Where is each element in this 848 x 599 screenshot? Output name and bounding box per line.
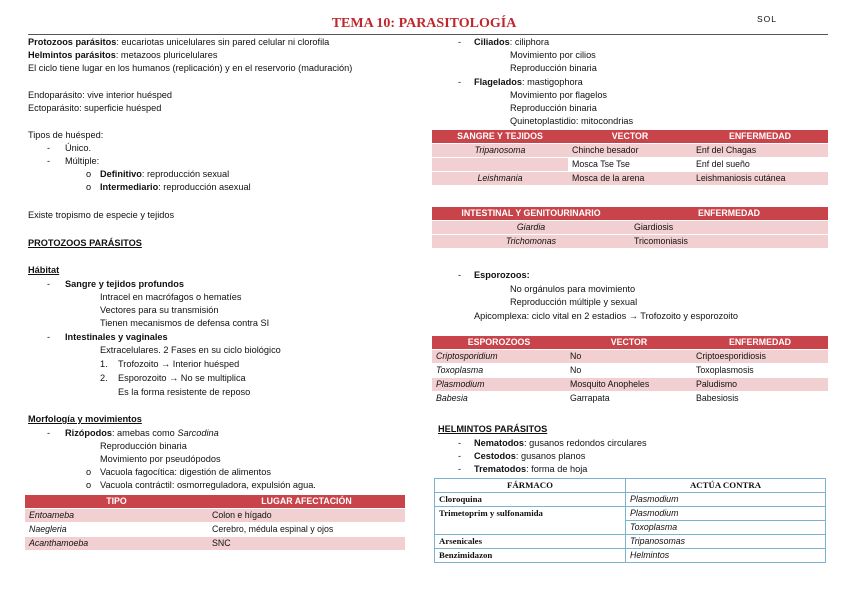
definition-helmintos: Helmintos parásitos: metazoos pluricelulares bbox=[28, 50, 218, 60]
circle-bullet: o bbox=[86, 182, 92, 192]
protozoos-heading: PROTOZOOS PARÁSITOS bbox=[28, 238, 142, 248]
table-header: FÁRMACO bbox=[435, 479, 626, 493]
author-label: SOL bbox=[757, 14, 778, 24]
table-row: Toxoplasma bbox=[435, 521, 826, 535]
table-row: Naegleria Cerebro, médula espinal y ojos bbox=[25, 523, 405, 537]
dash-bullet: - bbox=[458, 438, 462, 448]
header-divider bbox=[28, 34, 828, 35]
esporozoos-item: Esporozoos: bbox=[474, 270, 530, 280]
dash-bullet: - bbox=[47, 332, 51, 342]
definitivo-item: Definitivo: reproducción sexual bbox=[100, 169, 230, 179]
table-row: Tripanosoma Chinche besador Enf del Chagas bbox=[432, 144, 828, 158]
table-header: ENFERMEDAD bbox=[630, 207, 828, 221]
intestinal-table bbox=[432, 207, 828, 249]
rizopodos-detail: Movimiento por pseudópodos bbox=[100, 454, 221, 464]
table-row: Mosca Tse Tse Enf del sueño bbox=[432, 158, 828, 172]
table-row: Entoameba Colon e hígado bbox=[25, 509, 405, 523]
definition-protozoos: Protozoos parásitos: eucariotas unicelulares sin pared celular ni clorofila bbox=[28, 37, 330, 47]
ciliados-detail: Movimiento por cilios bbox=[510, 50, 596, 60]
table-row: Trimetoprim y sulfonamida Plasmodium bbox=[435, 507, 826, 521]
dash-bullet: - bbox=[458, 77, 462, 87]
flagelados-detail: Reproducción binaria bbox=[510, 103, 597, 113]
dash-bullet: - bbox=[458, 451, 462, 461]
table-row: Acanthamoeba SNC bbox=[25, 537, 405, 551]
circle-bullet: o bbox=[86, 169, 92, 179]
endoparasito-text: Endoparásito: vive interior huésped bbox=[28, 90, 173, 100]
dash-bullet: - bbox=[47, 156, 51, 166]
page-title: TEMA 10: PARASITOLOGÍA bbox=[331, 16, 517, 31]
table-header: ENFERMEDAD bbox=[692, 130, 828, 144]
helmintos-heading: HELMINTOS PARÁSITOS bbox=[438, 424, 548, 434]
table-header: LUGAR AFECTACIÓN bbox=[208, 495, 405, 509]
table-header: VECTOR bbox=[566, 336, 692, 350]
dash-bullet: - bbox=[47, 279, 51, 289]
dash-bullet: - bbox=[458, 464, 462, 474]
esporozoos-table bbox=[432, 336, 828, 406]
table-row: Leishmania Mosca de la arena Leishmaniosis cutánea bbox=[432, 172, 828, 186]
ectoparasito-text: Ectoparásito: superficie huésped bbox=[28, 103, 162, 113]
table-header: SANGRE Y TEJIDOS bbox=[432, 130, 568, 144]
circle-bullet: o bbox=[86, 480, 92, 490]
dash-bullet: - bbox=[47, 428, 51, 438]
flagelados-item: Flagelados: mastigophora bbox=[474, 77, 583, 87]
vacuola-fagocitica: Vacuola fagocítica: digestión de alimentos bbox=[100, 467, 271, 477]
table-row: Cloroquina Plasmodium bbox=[435, 493, 826, 507]
table-row: Plasmodium Mosquito Anopheles Paludismo bbox=[432, 378, 828, 392]
intermediario-item: Intermediario: reproducción asexual bbox=[100, 182, 251, 192]
number-bullet: 1. bbox=[100, 359, 108, 369]
rizopodos-item: Rizópodos: amebas como Sarcodina bbox=[65, 428, 219, 438]
dash-bullet: - bbox=[47, 143, 51, 153]
flagelados-detail: Quinetoplastidio: mitocondrias bbox=[510, 116, 634, 126]
ciliados-detail: Reproducción binaria bbox=[510, 63, 597, 73]
table-row: Criptosporidium No Criptoesporidiosis bbox=[432, 350, 828, 364]
table-header: ESPOROZOOS bbox=[432, 336, 566, 350]
fase-2-detail: Es la forma resistente de reposo bbox=[118, 387, 251, 397]
table-row: Benzimidazon Helmintos bbox=[435, 549, 826, 563]
fase-2: Esporozoito → No se multiplica bbox=[118, 373, 246, 383]
esporozoos-detail: Reproducción múltiple y sexual bbox=[510, 297, 638, 307]
dash-bullet: - bbox=[458, 37, 462, 47]
nematodos-item: Nematodos: gusanos redondos circulares bbox=[474, 438, 647, 448]
unico-item: Único. bbox=[65, 143, 92, 153]
apicomplexa-text: Apicomplexa: ciclo vital en 2 estadios → Trofozoito y esporozoito bbox=[474, 311, 739, 321]
table-row: Giardia Giardiosis bbox=[432, 221, 828, 235]
table-row: Arsenicales Tripanosomas bbox=[435, 535, 826, 549]
number-bullet: 2. bbox=[100, 373, 108, 383]
tipos-huesped-heading: Tipos de huésped: bbox=[28, 130, 104, 140]
sangre-item: Sangre y tejidos profundos bbox=[65, 279, 184, 289]
table-header: ENFERMEDAD bbox=[692, 336, 828, 350]
cestodos-item: Cestodos: gusanos planos bbox=[474, 451, 586, 461]
fase-1: Trofozoito → Interior huésped bbox=[118, 359, 240, 369]
table-header: TIPO bbox=[25, 495, 208, 509]
table-header: INTESTINAL Y GENITOURINARIO bbox=[432, 207, 630, 221]
extracelulares-text: Extracelulares. 2 Fases en su ciclo biológico bbox=[100, 345, 281, 355]
intestinales-item: Intestinales y vaginales bbox=[65, 332, 168, 342]
tipo-table bbox=[25, 495, 405, 551]
table-row: Toxoplasma No Toxoplasmosis bbox=[432, 364, 828, 378]
flagelados-detail: Movimiento por flagelos bbox=[510, 90, 608, 100]
sangre-detail: Tienen mecanismos de defensa contra SI bbox=[100, 318, 270, 328]
sangre-detail: Intracel en macrófagos o hematíes bbox=[100, 292, 242, 302]
table-header: VECTOR bbox=[568, 130, 692, 144]
morfologia-heading: Morfología y movimientos bbox=[28, 414, 142, 424]
table-header: ACTÚA CONTRA bbox=[626, 479, 826, 493]
sangre-detail: Vectores para su transmisión bbox=[100, 305, 219, 315]
sangre-tejidos-table bbox=[432, 130, 828, 186]
habitat-heading: Hábitat bbox=[28, 265, 60, 275]
esporozoos-detail: No orgánulos para movimiento bbox=[510, 284, 636, 294]
table-row: Babesia Garrapata Babesiosis bbox=[432, 392, 828, 406]
ciliados-item: Ciliados: ciliphora bbox=[474, 37, 550, 47]
vacuola-contractil: Vacuola contráctil: osmorreguladora, expulsión agua. bbox=[100, 480, 316, 490]
dash-bullet: - bbox=[458, 270, 462, 280]
circle-bullet: o bbox=[86, 467, 92, 477]
definition-ciclo: El ciclo tiene lugar en los humanos (replicación) y en el reservorio (maduración) bbox=[28, 63, 353, 73]
trematodos-item: Trematodos: forma de hoja bbox=[474, 464, 588, 474]
table-row: Trichomonas Tricomoniasis bbox=[432, 235, 828, 249]
rizopodos-detail: Reproducción binaria bbox=[100, 441, 187, 451]
farmaco-table bbox=[434, 478, 826, 563]
multiple-item: Múltiple: bbox=[65, 156, 100, 166]
tropismo-text: Existe tropismo de especie y tejidos bbox=[28, 210, 175, 220]
